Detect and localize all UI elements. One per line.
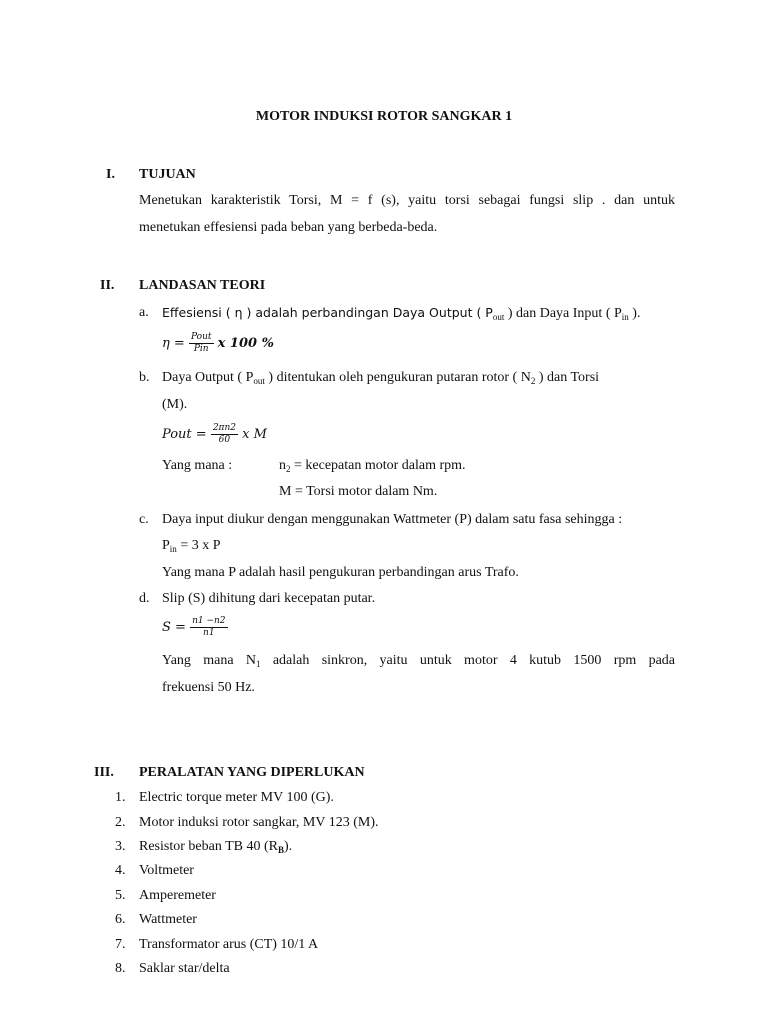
equipment-list-item	[139, 838, 292, 856]
section-1-paragraph-line1: Menetukan karakteristik Torsi, M = f (s), yaitu torsi sebagai fungsi slip . dan untuk	[139, 193, 675, 208]
item-c-line2-pre: P	[162, 538, 170, 553]
section-1-paragraph-line2: menetukan effesiensi pada beban yang berbeda-beda.	[139, 220, 438, 235]
efficiency-formula-fraction	[189, 332, 214, 355]
item-a-text-mid: ) dan Daya Input ( P	[504, 306, 622, 321]
efficiency-formula-rhs: x 100 %	[217, 336, 274, 351]
equipment-list-item: Voltmeter	[139, 863, 194, 878]
slip-formula-numerator: n1 −n2	[192, 616, 226, 626]
section-2-title: LANDASAN TEORI	[139, 278, 266, 293]
equipment-list-number: 1.	[115, 790, 126, 805]
section-1-title: TUJUAN	[139, 167, 196, 182]
section-3-title: PERALATAN YANG DIPERLUKAN	[139, 765, 365, 780]
pout-formula-numerator: 2πn2	[212, 423, 236, 433]
equipment-list-item: Amperemeter	[139, 888, 216, 903]
equipment-list-item: Motor induksi rotor sangkar, MV 123 (M).	[139, 815, 379, 830]
item-b-line1-sub2: 2	[530, 376, 536, 386]
efficiency-formula-lhs: η =	[162, 336, 185, 351]
item-b-line1-post: ) dan Torsi	[535, 370, 600, 385]
equipment-list-item: Saklar star/delta	[139, 961, 230, 976]
section-1-number: I.	[106, 167, 115, 182]
equipment-list-item: Transformator arus (CT) 10/1 A	[139, 937, 319, 952]
equipment-list-number: 6.	[115, 912, 126, 927]
item-d-line2	[162, 652, 675, 670]
item-a-text-post: ).	[628, 306, 641, 321]
item-c-line2-sub: in	[169, 544, 177, 554]
equipment-list-number: 3.	[115, 839, 126, 854]
item-d-line3: frekuensi 50 Hz.	[162, 680, 255, 695]
pout-formula-denominator: 60	[218, 435, 231, 445]
efficiency-formula-numerator: Pout	[190, 332, 212, 342]
item-d-line2-sub: 1	[256, 659, 261, 669]
equipment-item-3-sub: B	[277, 845, 284, 855]
item-c-line1: Daya input diukur dengan menggunakan Wattmeter (P) dalam satu fasa sehingga :	[162, 512, 623, 527]
pout-formula-lhs: Pout =	[162, 427, 207, 442]
item-b-line2: (M).	[162, 397, 188, 412]
item-c-line2	[162, 537, 221, 555]
def-n2-sub: 2	[286, 464, 291, 474]
def-n2-pre: n	[279, 458, 286, 473]
pout-formula	[162, 420, 267, 450]
item-b-line1	[162, 369, 675, 387]
def-n2-post: = kecepatan motor dalam rpm.	[290, 458, 466, 473]
section-3-number: III.	[94, 765, 114, 780]
equipment-list-number: 8.	[115, 961, 126, 976]
equipment-list-number: 5.	[115, 888, 126, 903]
item-b-line1-pre: Daya Output ( P	[162, 370, 254, 385]
item-c-letter: c.	[139, 512, 149, 527]
efficiency-formula	[162, 329, 274, 359]
section-2-number: II.	[100, 278, 115, 293]
equipment-list-number: 4.	[115, 863, 126, 878]
item-b-definition-n2	[279, 457, 466, 475]
item-c-line3: Yang mana P adalah hasil pengukuran perbandingan arus Trafo.	[162, 565, 519, 580]
item-d-line2-pre: Yang mana N	[162, 653, 257, 668]
equipment-list-number: 7.	[115, 937, 126, 952]
pout-formula-fraction	[211, 423, 238, 446]
item-b-line1-mid: ) ditentukan oleh pengukuran putaran rotor ( N	[264, 370, 531, 385]
document-title: MOTOR INDUKSI ROTOR SANGKAR 1	[255, 109, 513, 124]
item-a-sub-out: out	[492, 312, 505, 322]
equipment-item-3-post: ).	[283, 839, 293, 854]
item-c-line2-post: = 3 x P	[176, 538, 221, 553]
item-d-line2-post: adalah sinkron, yaitu untuk motor 4 kutub 1500 rpm pada	[260, 653, 675, 668]
pout-formula-rhs: x M	[242, 427, 267, 442]
slip-formula	[162, 613, 228, 643]
item-d-letter: d.	[139, 591, 150, 606]
equipment-item-3-text: Resistor beban TB 40 (R	[139, 839, 278, 854]
slip-formula-lhs: S =	[162, 620, 186, 635]
efficiency-formula-denominator: Pin	[193, 344, 209, 354]
slip-formula-denominator: n1	[203, 628, 215, 638]
item-a-sub-in: in	[621, 312, 629, 322]
item-b-definition-m: M = Torsi motor dalam Nm.	[279, 484, 438, 499]
item-b-line1-sub: out	[253, 376, 265, 386]
item-a-text-pre: Effesiensi ( η ) adalah perbandingan Daya Output ( P	[162, 305, 493, 320]
item-a-text	[162, 304, 640, 323]
equipment-list-item: Wattmeter	[139, 912, 197, 927]
equipment-list-number: 2.	[115, 815, 126, 830]
equipment-list-item: Electric torque meter MV 100 (G).	[139, 790, 334, 805]
item-b-yang-mana: Yang mana :	[162, 458, 233, 473]
slip-formula-fraction	[190, 616, 227, 639]
item-a-letter: a.	[139, 305, 149, 320]
item-b-letter: b.	[139, 370, 150, 385]
item-d-line1: Slip (S) dihitung dari kecepatan putar.	[162, 591, 376, 606]
